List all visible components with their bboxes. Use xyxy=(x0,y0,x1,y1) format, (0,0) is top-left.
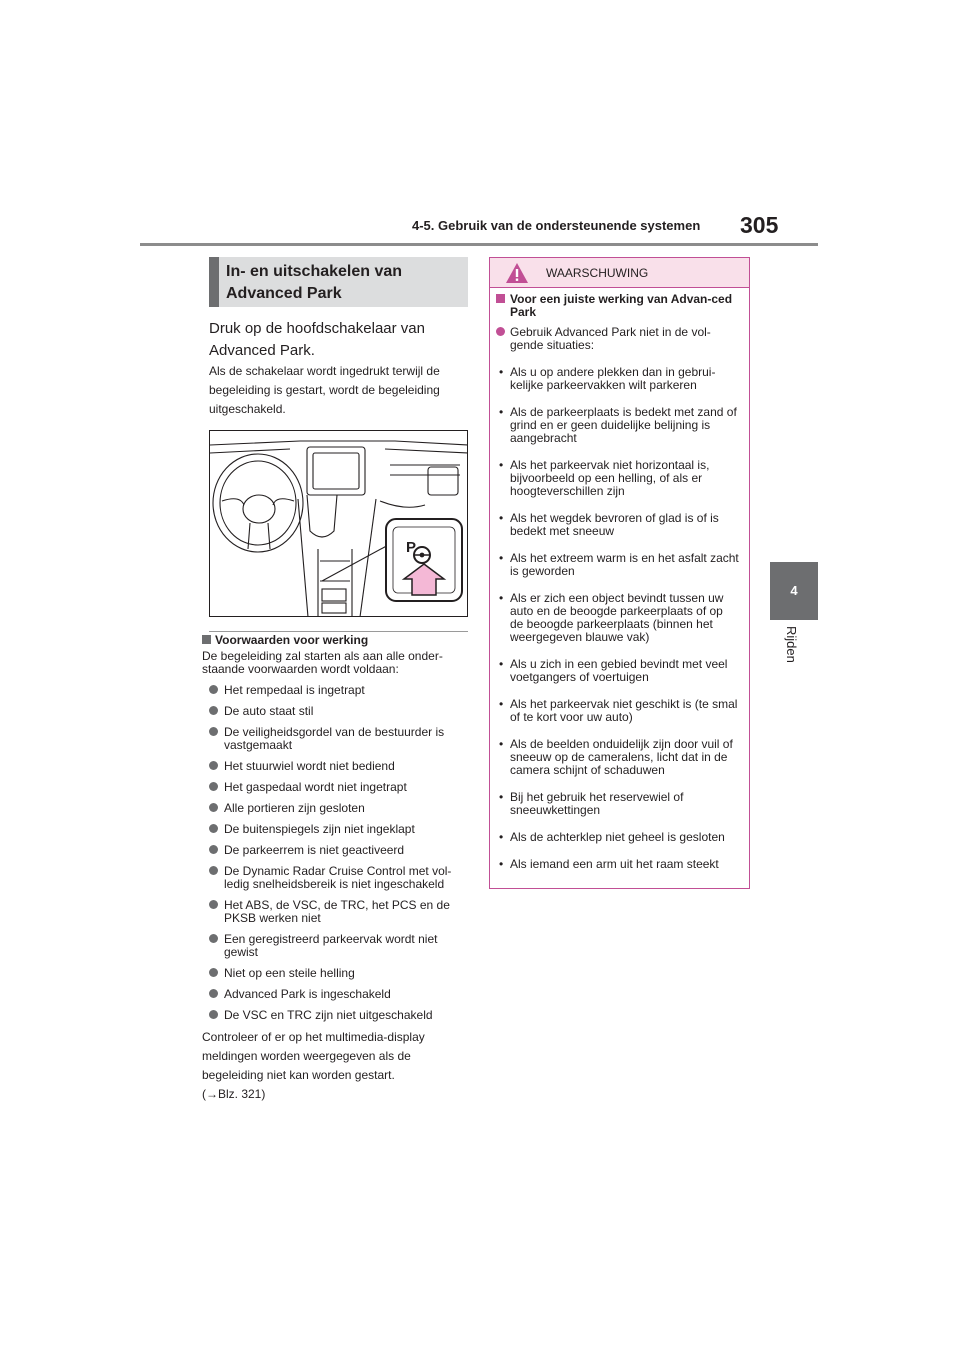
dashboard-drawing xyxy=(210,431,468,617)
chapter-tab: 4 xyxy=(770,562,818,620)
switch-letter: P xyxy=(406,539,417,556)
square-bullet-icon xyxy=(202,635,211,644)
warning-item: • Als het parkeervak niet geschikt is (te smal of te kort voor uw auto) xyxy=(499,697,738,724)
header-rule xyxy=(140,243,818,246)
bullet-dot-icon xyxy=(209,685,218,694)
warning-heading: Voor een juiste werking van Advan-ced Park xyxy=(496,293,739,319)
warning-triangle-icon xyxy=(505,262,529,284)
warning-item: • Als er zich een object bevindt tussen uw auto en de beoogde parkeerplaats of op de beoogde parkeerplaats (binnen het weergegeven blauwe vak) xyxy=(499,591,724,644)
condition-item: De VSC en TRC zijn niet uitgeschakeld xyxy=(202,1009,474,1022)
chapter-label: Rijden xyxy=(784,626,799,663)
note-text: Als de schakelaar wordt ingedrukt terwijl de begeleiding is gestart, wordt de begeleiding uitgeschakeld. xyxy=(209,364,440,416)
conditions-section xyxy=(202,633,474,1104)
warning-item: • Bij het gebruik het reservewiel of sneeuwkettingen xyxy=(499,790,684,817)
bullet-dot-icon xyxy=(209,934,218,943)
intro-text: Druk op de hoofdschakelaar van Advanced Park. xyxy=(209,320,425,359)
warning-lead: Gebruik Advanced Park niet in de vol-gende situaties: xyxy=(496,326,739,352)
bullet-dot-icon xyxy=(209,900,218,909)
condition-item: Het rempedaal is ingetrapt xyxy=(202,684,474,697)
condition-item: Niet op een steile helling xyxy=(202,967,474,980)
page-reference-link[interactable]: (→Blz. 321) xyxy=(202,1087,266,1101)
page-number: 305 xyxy=(740,212,779,238)
bullet-dot-icon xyxy=(209,968,218,977)
chapter-label-container xyxy=(770,626,818,686)
section-title: 4-5. Gebruik van de ondersteunende systemen xyxy=(412,218,701,233)
bullet-dot-icon xyxy=(209,727,218,736)
figure-divider xyxy=(209,631,468,632)
condition-item: Het gaspedaal wordt niet ingetrapt xyxy=(202,781,474,794)
warning-item: • Als u op andere plekken dan in gebrui-kelijke parkeervakken wilt parkeren xyxy=(499,365,716,392)
outro-text: Controleer of er op het multimedia-display meldingen worden weergegeven als de begeleiding niet kan worden gestart. (→Blz. 321) xyxy=(202,1030,425,1101)
warning-title: WAARSCHUWING xyxy=(546,266,649,280)
warning-item: • Als de beelden onduidelijk zijn door vuil of sneeuw op de cameralens, licht dat in de camera schijnt of schaduwen xyxy=(499,737,733,777)
bullet-dot-icon xyxy=(209,803,218,812)
condition-item: Het stuurwiel wordt niet bediend xyxy=(202,760,474,773)
condition-item: Het ABS, de VSC, de TRC, het PCS en de PKSB werken niet xyxy=(202,899,474,925)
condition-item: De buitenspiegels zijn niet ingeklapt xyxy=(202,823,474,836)
conditions-heading: Voorwaarden voor werking xyxy=(202,633,474,648)
warning-item: • Als de parkeerplaats is bedekt met zand of grind en er geen duidelijke belijning is aangebracht xyxy=(499,405,737,445)
bullet-dot-icon xyxy=(209,989,218,998)
condition-item: Advanced Park is ingeschakeld xyxy=(202,988,474,1001)
condition-item: Alle portieren zijn gesloten xyxy=(202,802,474,815)
warning-box xyxy=(489,257,750,889)
dashboard-illustration xyxy=(209,430,468,617)
warning-body xyxy=(490,288,749,871)
bullet-dot-icon xyxy=(209,761,218,770)
bullet-dot-icon xyxy=(209,866,218,875)
condition-item: De parkeerrem is niet geactiveerd xyxy=(202,844,474,857)
condition-item: De auto staat stil xyxy=(202,705,474,718)
conditions-lead: De begeleiding zal starten als aan alle onder-staande voorwaarden wordt voldaan: xyxy=(202,649,443,676)
bullet-dot-icon xyxy=(209,782,218,791)
square-bullet-icon xyxy=(496,294,505,303)
warning-item: • Als u zich in een gebied bevindt met veel voetgangers of voertuigen xyxy=(499,657,728,684)
condition-item: Een geregistreerd parkeervak wordt niet gewist xyxy=(202,933,474,959)
warning-item: • Als het parkeervak niet horizontaal is, bijvoorbeeld op een helling, of als er hoogteverschillen zijn xyxy=(499,458,710,498)
condition-item: De Dynamic Radar Cruise Control met vol-ledig snelheidsbereik is niet ingeschakeld xyxy=(202,865,474,891)
condition-item: De veiligheidsgordel van de bestuurder is vastgemaakt xyxy=(202,726,474,752)
warning-header xyxy=(490,258,749,288)
bullet-dot-icon xyxy=(209,706,218,715)
bullet-dot-icon xyxy=(209,845,218,854)
warning-item: • Als iemand een arm uit het raam steekt xyxy=(499,857,719,871)
section-heading: In- en uitschakelen van Advanced Park xyxy=(209,257,468,307)
bullet-dot-icon xyxy=(209,824,218,833)
warning-item: • Als het extreem warm is en het asfalt zacht is geworden xyxy=(499,551,739,578)
bullet-dot-icon xyxy=(209,1010,218,1019)
warning-item: • Als de achterklep niet geheel is gesloten xyxy=(499,830,725,844)
warning-item: • Als het wegdek bevroren of glad is of is bedekt met sneeuw xyxy=(499,511,719,538)
bullet-dot-icon xyxy=(496,327,505,336)
